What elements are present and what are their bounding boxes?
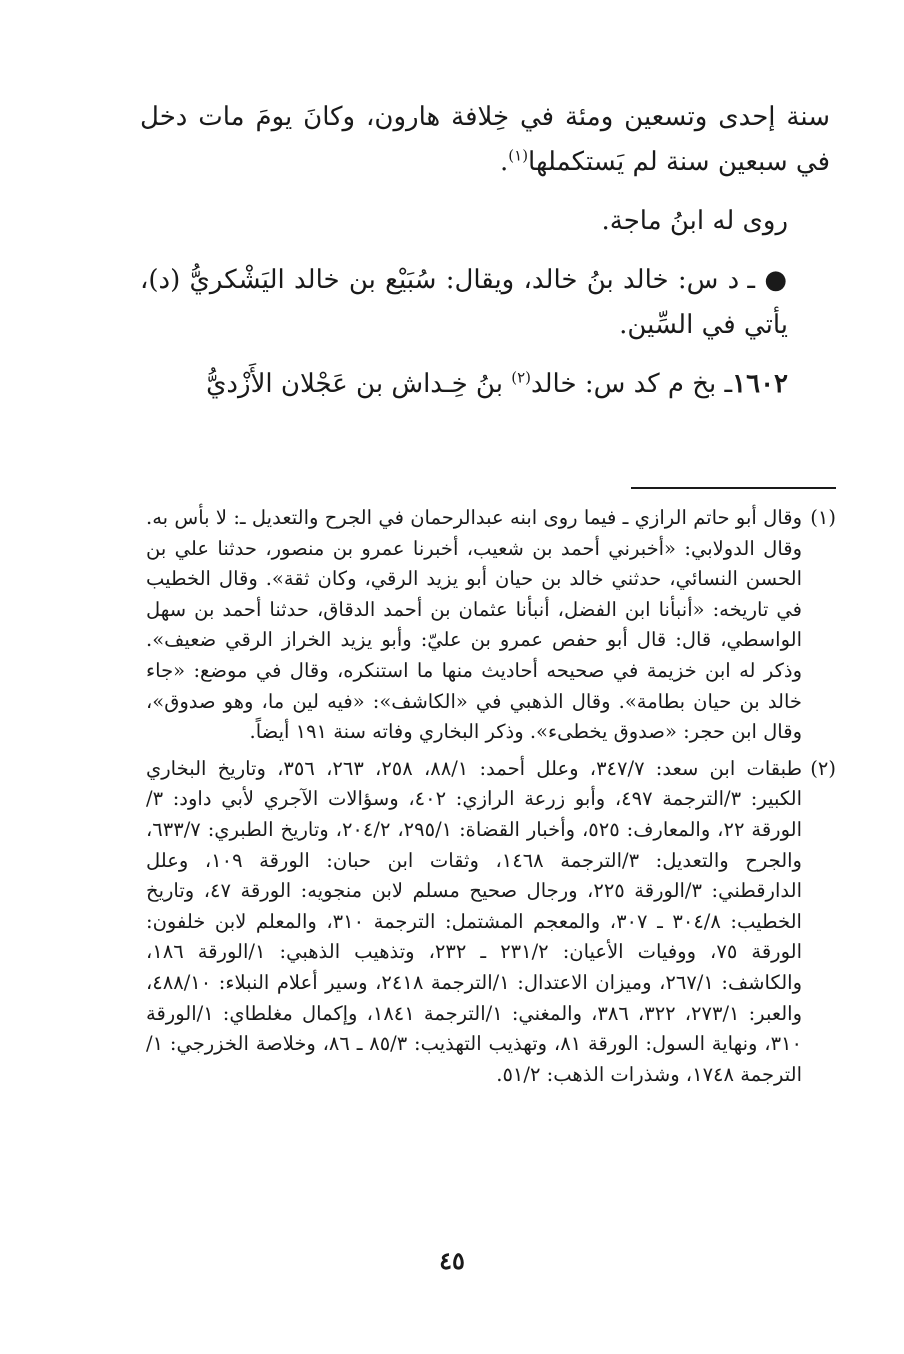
entry-heading-a: ـ بخ م كد س: خالد bbox=[530, 369, 733, 399]
footnote-2 bbox=[146, 754, 836, 1091]
footnote-1 bbox=[146, 503, 836, 748]
footnotes bbox=[146, 503, 836, 1096]
footnote-separator bbox=[631, 487, 836, 489]
entry-heading-b: بنُ خِـداش بن عَجْلان الأَزْديُّ bbox=[206, 369, 512, 399]
entry-number: ١٦٠٢ bbox=[732, 369, 788, 399]
page-number: ٤٥ bbox=[439, 1246, 465, 1275]
main-paragraph-3 bbox=[140, 258, 830, 348]
footnote-marker: (٢) bbox=[810, 756, 836, 780]
main-paragraph-1 bbox=[140, 95, 830, 185]
main-text bbox=[140, 95, 830, 421]
main-paragraph-2: روى له ابنُ ماجة. bbox=[601, 206, 788, 236]
footnote-ref-2[interactable]: (٢) bbox=[511, 368, 531, 387]
paragraph-1-text: سنة إحدى وتسعين ومئة في خِلافة هارون، وكانَ يومَ مات دخل في سبعين سنة لم يَستكملها bbox=[140, 102, 830, 177]
footnote-text: وقال أبو حاتم الرازي ـ فيما روى ابنه عبدالرحمان في الجرح والتعديل ـ: لا بأس به. وقال الدولابي: «أخبرني أحمد بن شعيب، أخبرنا عمرو بن منصور، حدثنا علي بن الحسن النسائي، حدثني خالد بن حيان أبو يزيد الرقي، وكان ثقة». وقال الخطيب في تاريخه: «أنبأنا ابن الفضل، أنبأنا عثمان بن أحمد الدقاق، حدثنا أحمد بن سهل الواسطي، قال: قال أبو حفص عمرو بن عليّ: وأبو يزيد الخراز الرقي ضعيف». وذكر له ابن خزيمة في صحيحه أحاديث منها ما استنكره، وقال في موضع: «جاء خالد بن حيان بطامة». وقال الذهبي في «الكاشف»: «فيه لين ما، وهو صدوق»، وقال ابن حجر: «صدوق يخطىء». وذكر البخاري وفاته سنة ١٩١ أيضاً. bbox=[146, 506, 802, 744]
footnote-ref-1[interactable]: (١) bbox=[508, 146, 529, 165]
footnote-text: طبقات ابن سعد: ٣٤٧/٧، وعلل أحمد: ٨٨/١، ٢٥٨، ٢٦٣، ٣٥٦، وتاريخ البخاري الكبير: ٣/الترجمة ٤٩٧، وأبو زرعة الرازي: ٤٠٢، وسؤالات الآجري لأبي داود: ٣/الورقة ٢٢، والمعارف: ٥٢٥، وأخبار القضاة: ٢٩٥/١، ٢٠٤/٢، وتاريخ الطبري: ٦٣٣/٧، والجرح والتعديل: ٣/الترجمة ١٤٦٨، وثقات ابن حبان: الورقة ١٠٩، وعلل الدارقطني: ٣/الورقة ٢٢٥، ورجال صحيح مسلم لابن منجويه: الورقة ٤٧، وتاريخ الخطيب: ٣٠٤/٨ ـ ٣٠٧، والمعجم المشتمل: الترجمة ٣١٠، والمعلم لابن خلفون: الورقة ٧٥، ووفيات الأعيان: ٢٣١/٢ ـ ٢٣٢، وتذهيب الذهبي: ١/الورقة ١٨٦، والكاشف: ٢٦٧/١، وميزان الاعتدال: ١/الترجمة ٢٤١٨، وسير أعلام النبلاء: ٤٨٨/١٠، والعبر: ٢٧٣/١، ٣٢٢، ٣٨٦، والمغني: ١/الترجمة ١٨٤١، وإكمال مغلطاي: ١/الورقة ٣١٠، ونهاية السول: الورقة ٨١، وتهذيب التهذيب: ٨٥/٣ ـ ٨٦، وخلاصة الخزرجي: ١/الترجمة ١٧٤٨، وشذرات الذهب: ٥١/٢. bbox=[146, 756, 803, 1086]
footnote-marker: (١) bbox=[810, 506, 836, 529]
paragraph-3-text: ـ د س: خالد بنُ خالد، ويقال: سُبَيْع بن خالد اليَشْكريُّ (د)، يأتي في السِّين. bbox=[140, 265, 788, 340]
paragraph-1-end: . bbox=[500, 147, 509, 177]
bullet-icon: ● bbox=[764, 265, 788, 295]
entry-heading bbox=[140, 362, 830, 407]
